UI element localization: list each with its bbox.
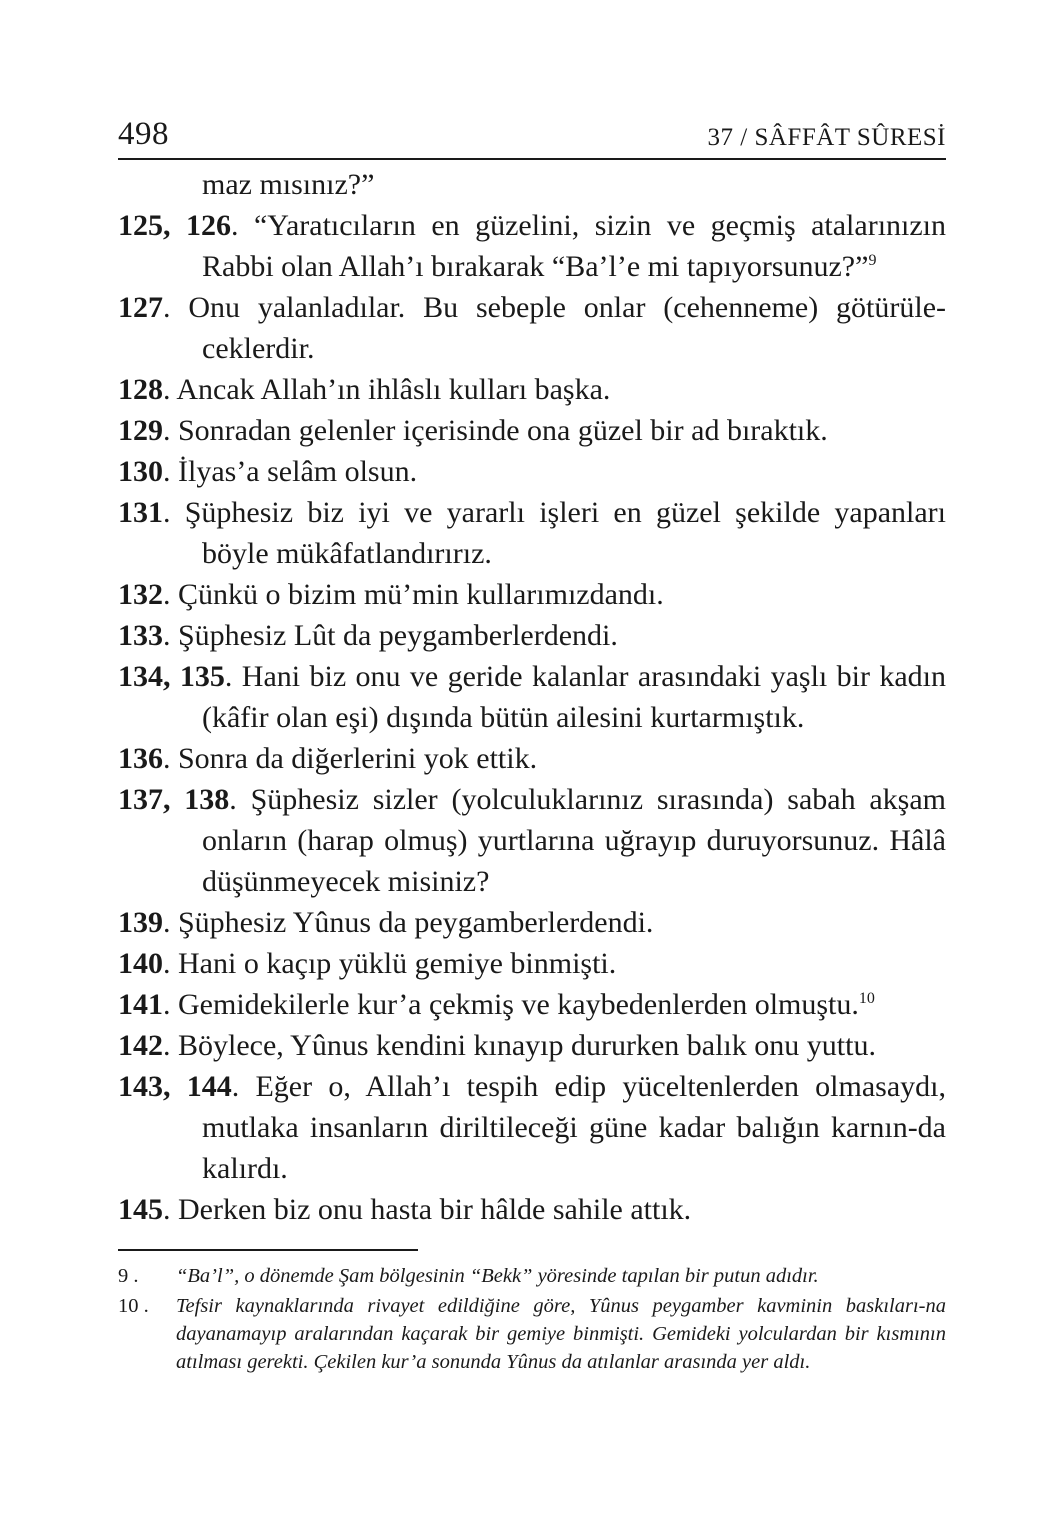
verse-text: Ancak Allah’ın ihlâslı kulları başka. xyxy=(176,373,611,406)
footnote-mark: 10 . xyxy=(118,1295,149,1317)
footnote-divider xyxy=(118,1249,418,1251)
verse-number: 142 xyxy=(118,1029,163,1062)
verse-number: 133 xyxy=(118,619,163,652)
verse-text: Gemidekilerle kur’a çekmiş ve kaybedenlerden olmuştu. xyxy=(178,988,859,1021)
verse-131: 131. Şüphesiz biz iyi ve yararlı işleri en güzel şekilde yapanları böyle mükâfatlandırırız. xyxy=(118,496,947,570)
verse-text: Şüphesiz sizler (yolculuklarınız sırasında) sabah akşam onların (harap olmuş) yurtlarına uğrayıp duruyorsunuz. Hâlâ düşünmeyecek misiniz? xyxy=(202,783,947,898)
footnote-text: Tefsir kaynaklarında rivayet edildiğine göre, Yûnus peygamber kavminin baskıları-na dayanamayıp aralarından kaçarak bir gemiye binmişti. Gemideki yolculardan bir kısmının atılması gerekti. Çekilen kur’a sonunda Yûnus da atılanlar arasında yer aldı. xyxy=(176,1295,946,1373)
verse-text: Onu yalanladılar. Bu sebeple onlar (cehenneme) götürüle-ceklerdir. xyxy=(188,291,947,365)
verse-133: 133. Şüphesiz Lût da peygamberlerdendi. xyxy=(118,619,618,652)
verse-number: 132 xyxy=(118,578,163,611)
footnote-reference[interactable]: 10 xyxy=(858,990,875,1007)
verse-text: “Yaratıcıların en güzelini, sizin ve geçmiş atalarınızın Rabbi olan Allah’ı bırakarak “Ba’l’e mi tapıyorsunuz?” xyxy=(202,209,947,283)
footnotes xyxy=(118,1262,946,1378)
verse-text: Şüphesiz Yûnus da peygamberlerdendi. xyxy=(178,906,654,939)
verse-number: 134, 135 xyxy=(118,660,225,693)
verse-list xyxy=(118,164,946,1230)
verse-number: 130 xyxy=(118,455,163,488)
verse-number: 139 xyxy=(118,906,163,939)
verse-text: Çünkü o bizim mü’min kullarımızdandı. xyxy=(178,578,664,611)
footnote-text: “Ba’l”, o dönemde Şam bölgesinin “Bekk” yöresinde tapılan bir putun adıdır. xyxy=(176,1265,819,1287)
verse-text: Derken biz onu hasta bir hâlde sahile attık. xyxy=(178,1193,692,1226)
footnote-reference[interactable]: 9 xyxy=(868,252,877,269)
verse-129: 129. Sonradan gelenler içerisinde ona güzel bir ad bıraktık. xyxy=(118,414,828,447)
verse-number: 145 xyxy=(118,1193,163,1226)
page-number: 498 xyxy=(118,116,169,152)
verse-text: İlyas’a selâm olsun. xyxy=(178,455,418,488)
verse-text: Sonradan gelenler içerisinde ona güzel bir ad bıraktık. xyxy=(178,414,828,447)
verse-132: 132. Çünkü o bizim mü’min kullarımızdandı. xyxy=(118,578,664,611)
verse-143-144: 143, 144. Eğer o, Allah’ı tespih edip yüceltenlerden olmasaydı, mutlaka insanların diriltileceği güne kadar balığın karnın-da kalırdı. xyxy=(118,1070,946,1185)
footnote-9 xyxy=(118,1262,946,1290)
verse-145: 145. Derken biz onu hasta bir hâlde sahile attık. xyxy=(118,1193,692,1226)
verse-text: maz mısınız?” xyxy=(202,168,375,201)
verse-number: 129 xyxy=(118,414,163,447)
verse-125-126: 125, 126. “Yaratıcıların en güzelini, sizin ve geçmiş atalarınızın Rabbi olan Allah’ı bırakarak “Ba’l’e mi tapıyorsunuz?”$^9$ xyxy=(118,209,947,283)
verse-142: 142. Böylece, Yûnus kendini kınayıp dururken balık onu yuttu. xyxy=(118,1029,876,1062)
verse-134-135: 134, 135. Hani biz onu ve geride kalanlar arasındaki yaşlı bir kadın (kâfir olan eşi) dışında bütün ailesini kurtarmıştık. xyxy=(118,660,947,734)
verse-text: Şüphesiz Lût da peygamberlerdendi. xyxy=(178,619,618,652)
verse-text: Eğer o, Allah’ı tespih edip yüceltenlerden olmasaydı, mutlaka insanların diriltileceği güne kadar balığın karnın-da kalırdı. xyxy=(202,1070,946,1185)
verse-number: 143, 144 xyxy=(118,1070,232,1103)
verse-text: Şüphesiz biz iyi ve yararlı işleri en güzel şekilde yapanları böyle mükâfatlandırırız. xyxy=(184,496,947,570)
footnote-mark: 9 . xyxy=(118,1265,139,1287)
verse-number: 131 xyxy=(118,496,163,529)
verse-140: 140. Hani o kaçıp yüklü gemiye binmişti. xyxy=(118,947,617,980)
verse-number: 140 xyxy=(118,947,163,980)
verse-130: 130. İlyas’a selâm olsun. xyxy=(118,455,418,488)
verse-127: 127. Onu yalanladılar. Bu sebeple onlar (cehenneme) götürüle-ceklerdir. xyxy=(118,291,947,365)
verse-number: 127 xyxy=(118,291,163,324)
verse-number: 128 xyxy=(118,373,163,406)
page-header xyxy=(118,112,946,160)
verse-136: 136. Sonra da diğerlerini yok ettik. xyxy=(118,742,538,775)
verse-139: 139. Şüphesiz Yûnus da peygamberlerdendi. xyxy=(118,906,654,939)
verse-text: Hani biz onu ve geride kalanlar arasındaki yaşlı bir kadın (kâfir olan eşi) dışında bütün ailesini kurtarmıştık. xyxy=(202,660,947,734)
verse-text: Böylece, Yûnus kendini kınayıp dururken balık onu yuttu. xyxy=(178,1029,876,1062)
verse-number: 137, 138 xyxy=(118,783,230,816)
verse-number: 141 xyxy=(118,988,163,1021)
verse-137-138: 137, 138. Şüphesiz sizler (yolculuklarınız sırasında) sabah akşam onların (harap olmuş) yurtlarına uğrayıp duruyorsunuz. Hâlâ düşünmeyecek misiniz? xyxy=(118,783,947,898)
footnote-10 xyxy=(118,1292,946,1376)
running-head: 37 / SÂFFÂT SÛRESİ xyxy=(707,124,946,151)
verse-141: 141. Gemidekilerle kur’a çekmiş ve kaybedenlerden olmuştu.$^{10}$ xyxy=(118,988,875,1021)
verse-128: 128. Ancak Allah’ın ihlâslı kulları başka. xyxy=(118,373,611,406)
verse-number: 125, 126 xyxy=(118,209,231,242)
verse-text: Sonra da diğerlerini yok ettik. xyxy=(178,742,538,775)
verse-text: Hani o kaçıp yüklü gemiye binmişti. xyxy=(178,947,617,980)
verse-continuation xyxy=(118,164,946,205)
verse-number: 136 xyxy=(118,742,163,775)
